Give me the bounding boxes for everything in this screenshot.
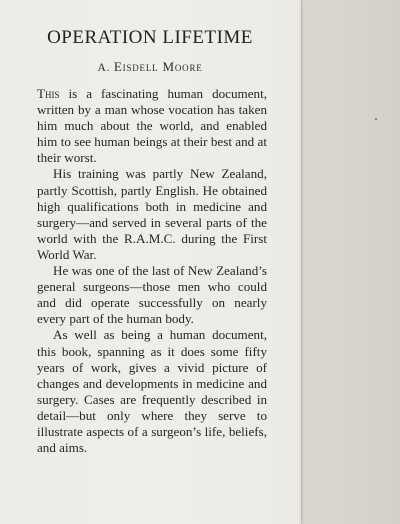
blurb-paragraph-3 [37, 263, 267, 327]
dust-speck [375, 118, 377, 120]
background-surface [300, 0, 400, 524]
book-title: OPERATION LIFETIME [47, 27, 253, 48]
blurb-paragraph-4 [37, 327, 267, 456]
paragraph-text: His training was partly New Zealand, partly Scottish, partly English. He obtained high qualifications both in medicine and surgery—and served in several parts of the world with the R.A.M.C. during the First World War. [37, 166, 267, 262]
author-initial: A. [97, 62, 111, 74]
blurb-text [37, 86, 267, 456]
author-name: Eisdell Moore [113, 59, 203, 74]
paragraph-lead-word: This [37, 86, 60, 101]
blurb-paragraph-1 [37, 86, 267, 166]
blurb-paragraph-2 [37, 166, 267, 263]
author-line [0, 59, 300, 75]
paragraph-text: He was one of the last of New Zealand’s general surgeons—those men who could and did operate successfully on nearly every part of the human body. [37, 263, 267, 327]
page-edge-shadow [299, 0, 302, 524]
paragraph-text: As well as being a human document, this book, spanning as it does some fifty years of work, gives a vivid picture of changes and developments in medicine and surgery. Cases are frequently described in detail—but only where they serve to illustrate aspects of a surgeon’s life, beliefs, and aims. [37, 327, 267, 456]
paragraph-text: is a fascinating human document, written by a man whose vocation has taken him much about the world, and enabled him to see human beings at their best and at their worst. [37, 86, 267, 166]
